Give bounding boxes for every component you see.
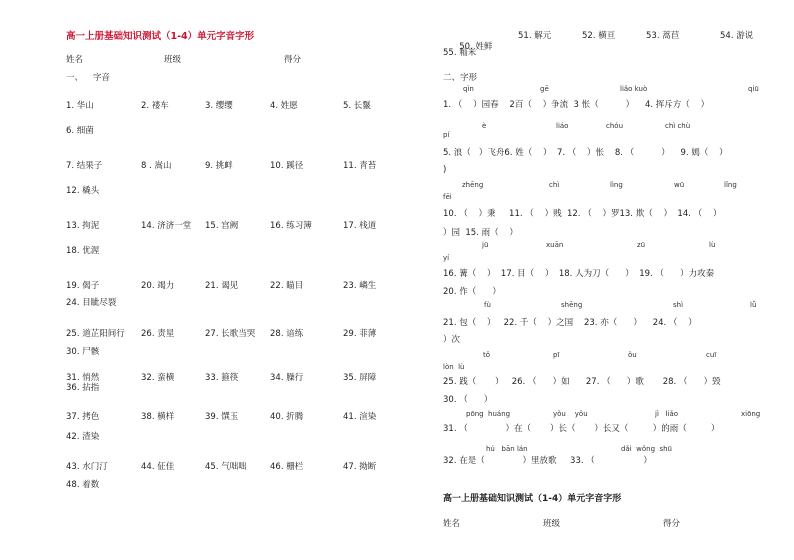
name-label-repeat: 姓名: [443, 519, 461, 529]
pinyin-ou: ǒu: [628, 351, 637, 359]
section-2-title: 二、字形: [443, 73, 478, 83]
pinyin-ponghuang: pōng huáng: [466, 410, 511, 418]
pinyin-to: tǒ: [483, 351, 491, 359]
pronunciation-item: 38. 横样: [141, 412, 175, 422]
pronunciation-item: 14. 济济一堂: [141, 221, 192, 231]
section-number: 一、: [66, 73, 84, 83]
pronunciation-item: 25. 道芷阳间行: [66, 329, 125, 339]
pronunciation-item: 45. 气咄咄: [205, 462, 247, 472]
worksheet-title-repeat: 高一上册基础知识测试（1-4）单元字音字形: [443, 494, 622, 504]
glyph-line-1: 1. （ ）园春 2百（ ）争流 3 怅（ ） 4. 挥斥方（ ）: [443, 100, 710, 110]
pinyin-yi: yí: [443, 254, 450, 262]
pinyin-xuan: xuān: [546, 241, 564, 249]
item-54: 54. 游说: [720, 31, 754, 41]
glyph-line-6a: 25. 践（ ） 26. （ ）如 27. （ ）歌 28. （ ）毁: [443, 377, 721, 387]
pronunciation-item: 43. 水门汀: [66, 462, 108, 472]
pronunciation-item: 30. 尸骸: [66, 347, 100, 357]
pronunciation-item: 11. 青苔: [343, 161, 377, 171]
pinyin-ling: lìng: [610, 181, 623, 189]
pronunciation-item: 9. 挑衅: [205, 161, 233, 171]
pronunciation-item: 22. 瞄目: [270, 281, 304, 291]
pronunciation-item: 33. 箍筷: [205, 373, 239, 383]
pronunciation-item: 12. 橇头: [66, 186, 100, 196]
pinyin-liao: liáo: [556, 122, 569, 130]
glyph-line-3a: 10. （ ）秉 11. （ ）贱 12. （ ）罗13. 欺（ ） 14. （ ）: [443, 209, 722, 219]
pinyin-fu: fù: [484, 301, 491, 309]
class-label: 班级: [164, 55, 182, 65]
pinyin-shi: shì: [673, 301, 684, 309]
pinyin-daiwongshu: dǎi wǒng shū: [621, 445, 672, 453]
pronunciation-item: 20. 竭力: [141, 281, 175, 291]
pinyin-ju: jū: [482, 241, 489, 249]
pinyin-zheng: zhēng: [462, 181, 484, 189]
pinyin-chou: chóu: [606, 122, 624, 130]
pronunciation-item: 18. 优渥: [66, 246, 100, 256]
pinyin-youyou: yǒu yǒu: [553, 410, 588, 418]
glyph-line-4b: 20. 作（ ）: [443, 287, 501, 297]
pronunciation-item: 29. 菲薄: [343, 329, 377, 339]
pinyin-wu: wū: [674, 181, 685, 189]
pronunciation-item: 32. 蛮横: [141, 373, 175, 383]
pinyin-cui: cuī: [706, 351, 717, 359]
pronunciation-item: 5. 长鬣: [343, 101, 371, 111]
pinyin-qiu: qiū: [748, 85, 759, 93]
pronunciation-item: 37. 拷色: [66, 412, 100, 422]
pinyin-xiong: xiōng: [741, 410, 761, 418]
pinyin-lu: lù: [709, 241, 716, 249]
pronunciation-item: 21. 谒见: [205, 281, 239, 291]
glyph-line-5a: 21. 包（ ） 22. 千（ ）之国 23. 亦（ ） 24. （ ）: [443, 318, 697, 328]
pinyin-liaokuo: liǎo kuò: [620, 85, 648, 93]
pinyin-lv: lǚ: [750, 301, 757, 309]
score-label: 得分: [284, 55, 302, 65]
pronunciation-item: 10. 蹊径: [270, 161, 304, 171]
glyph-line-8: 32. 在是（ ）里放歌 33. （ ）: [443, 456, 652, 466]
pronunciation-item: 48. 着数: [66, 480, 100, 490]
pinyin-ling2: lǐng: [724, 181, 737, 189]
pronunciation-item: 26. 责星: [141, 329, 175, 339]
pronunciation-item: 44. 佂佳: [141, 462, 175, 472]
pronunciation-item: 41. 渲染: [343, 412, 377, 422]
section-title: 字音: [93, 73, 111, 83]
pinyin-qin: qìn: [463, 85, 474, 93]
pronunciation-item: 3. 缨缨: [205, 101, 233, 111]
pronunciation-item: 7. 结果子: [66, 161, 103, 171]
pronunciation-item: 46. 栅栏: [270, 462, 304, 472]
pronunciation-item: 19. 偈子: [66, 281, 100, 291]
pinyin-pi2: pī: [553, 351, 560, 359]
pronunciation-item: 28. 谙练: [270, 329, 304, 339]
glyph-line-2: 5. 浪（ ）飞舟6. 姓（ ） 7. （ ）怅 8. （ ） 9. 嫣（ ）: [443, 148, 728, 158]
pinyin-chichu: chì chù: [665, 122, 691, 130]
item-52: 52. 横亘: [582, 31, 616, 41]
pronunciation-item: 35. 屏障: [343, 373, 377, 383]
pronunciation-item: 1. 华山: [66, 101, 94, 111]
pronunciation-item: 13. 拘泥: [66, 221, 100, 231]
pronunciation-item: 31. 悄然: [66, 373, 100, 383]
pinyin-e: è: [482, 122, 487, 130]
pronunciation-item: 23. 嶙生: [343, 281, 377, 291]
pinyin-ge: gē: [540, 85, 549, 93]
class-label-repeat: 班级: [543, 519, 561, 529]
pronunciation-item: 6. 细菌: [66, 126, 94, 136]
pinyin-sheng: shēng: [561, 301, 583, 309]
pronunciation-item: 27. 长歌当哭: [205, 329, 256, 339]
pinyin-chi: chì: [549, 181, 560, 189]
glyph-line-7: 31. （ ）在（ ）长（ ）长又（ ）的雨（ ）: [443, 424, 720, 434]
pronunciation-item: 36. 拈指: [66, 383, 100, 393]
pronunciation-item: 47. 拗断: [343, 462, 377, 472]
item-55: 55. 籼米: [443, 48, 477, 58]
pronunciation-item: 2. 褛车: [141, 101, 169, 111]
pronunciation-item: 17. 栈道: [343, 221, 377, 231]
pronunciation-item: 34. 臊行: [270, 373, 304, 383]
pinyin-fei: fēi: [443, 193, 452, 201]
pronunciation-item: 16. 练习簿: [270, 221, 312, 231]
glyph-line-3b: ）园 15. 雨（ ）: [443, 228, 518, 238]
pronunciation-item: 40. 折腾: [270, 412, 304, 422]
pronunciation-item: 15. 宫阙: [205, 221, 239, 231]
item-50: 50. 姓鲜: [459, 42, 493, 52]
pronunciation-item: 8 . 嵩山: [141, 161, 172, 171]
score-label-repeat: 得分: [663, 519, 681, 529]
item-53: 53. 蒿苣: [646, 31, 680, 41]
glyph-line-6b: 30. （ ）: [443, 395, 493, 405]
pinyin-jiliao: jì liǎo: [655, 410, 679, 418]
pronunciation-item: 42. 渣染: [66, 432, 100, 442]
pinyin-hubanlan: hú bān lán: [486, 445, 528, 453]
pinyin-pi: pí: [443, 131, 450, 139]
glyph-line-5b: ）次: [443, 335, 461, 345]
name-label: 姓名: [66, 55, 84, 65]
pronunciation-item: 24. 目眦尽裂: [66, 298, 117, 308]
pronunciation-item: 4. 姓愿: [270, 101, 298, 111]
worksheet-title: 高一上册基础知识测试（1-4）单元字音字形: [66, 31, 255, 42]
pinyin-lun: lòn lù: [443, 363, 465, 371]
glyph-line-4a: 16. 篝（ ） 17. 目（ ） 18. 人为刀（ ） 19. （ ）力攻秦: [443, 269, 715, 279]
pinyin-zu: zū: [637, 241, 646, 249]
item-51: 51. 解元: [518, 31, 552, 41]
glyph-line-2-wrap: ): [443, 165, 447, 175]
pronunciation-item: 39. 馔玉: [205, 412, 239, 422]
